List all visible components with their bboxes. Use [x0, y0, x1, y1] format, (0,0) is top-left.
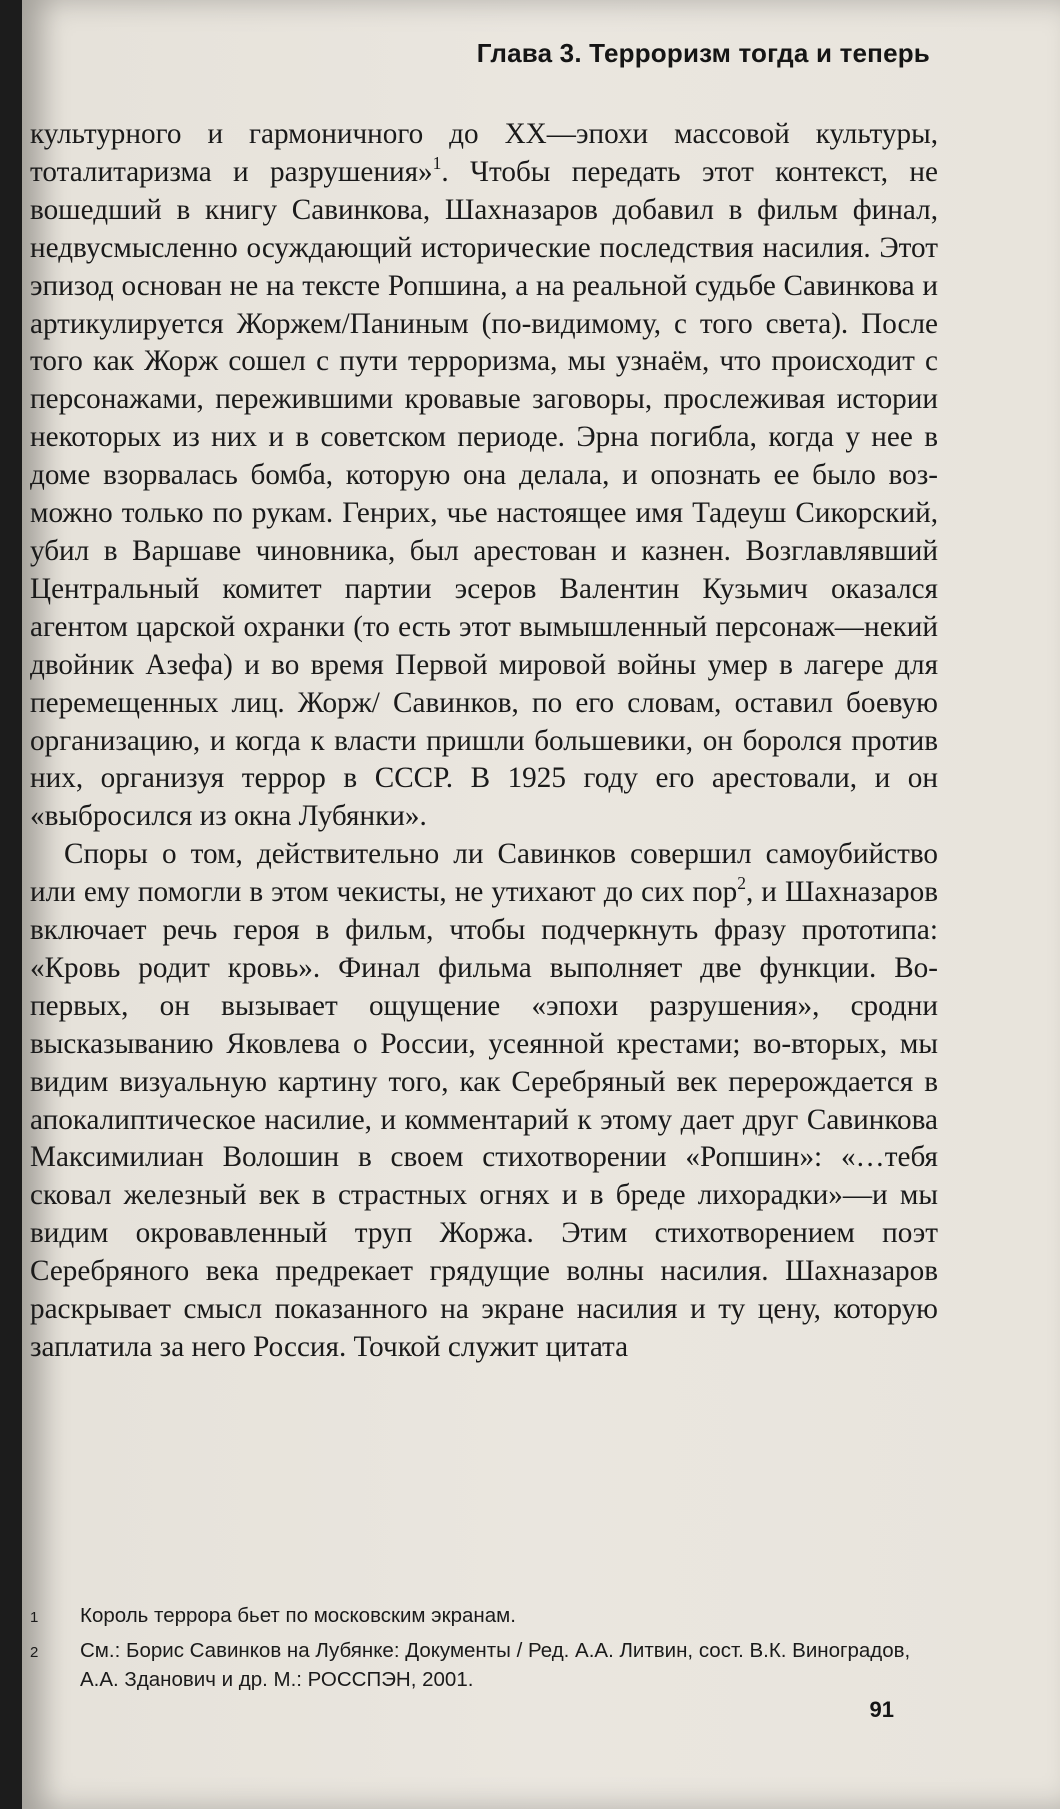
footnote-ref-1[interactable]: 1 — [432, 152, 442, 173]
book-page — [22, 0, 1060, 1809]
footnote-1 — [30, 1601, 938, 1632]
footnotes — [30, 1601, 938, 1698]
footnote-2 — [30, 1636, 938, 1694]
paragraph-1 — [30, 116, 938, 836]
running-head: Глава 3. Терроризм тогда и теперь — [476, 38, 930, 68]
paragraph-1-text-after: . Чтобы передать этот контекст, не вошедший в книгу Савинкова, Шахназаров добавил в фильм финал, недвусмысленно осуждающий исторические последствия насилия. Этот эпизод основан не на тексте Ропшина, а на реальной судьбе Савинкова и артикулируется Жоржем/Паниным (по-видимому, с того света). После того как Жорж сошел с пути терроризма, мы узнаём, что происходит с персонажами, пережившими кровавые заговоры, прослеживая истории некоторых из них и в советском периоде. Эрна погибла, когда у нее в доме взорвалась бомба, которую она делала, и опознать ее было возможно только по рукам. Генрих, чье настоящее имя Тадеуш Сикорский, убил в Варшаве чиновника, был арестован и казнен. Возглавлявший Центральный комитет партии эсеров Валентин Кузьмич оказался агентом царской охранки (то есть этот вымышленный персонаж—некий двойник Азефа) и во время Первой мировой войны умер в лагере для перемещенных лиц. Жорж/ Савинков, по его словам, оставил боевую организацию, и когда к власти пришли большевики, он боролся против них, организуя террор в СССР. В 1925 году его арестовали, и он «выбросился из окна Лубянки». — [30, 155, 938, 833]
paragraph-2-text-before: Споры о том, действительно ли Савинков совершил самоубийство или ему помогли в этом чекисты, не утихают до сих пор — [30, 838, 938, 909]
footnote-text: Король террора бьет по московским экранам. — [80, 1604, 516, 1627]
footnote-ref-2[interactable]: 2 — [737, 872, 746, 893]
footnote-text: См.: Борис Савинков на Лубянке: Документы / Ред. А.А. Литвин, сост. В.К. Виноградов, А.А. Зданович и др. М.: РОССПЭН, 2001. — [80, 1639, 911, 1691]
paragraph-2 — [30, 836, 938, 1367]
main-text — [30, 116, 938, 1367]
paragraph-2-text-after: , и Шахназаров включает речь героя в фильм, чтобы подчеркнуть фразу прототипа: «Кровь родит кровь». Финал фильма выполняет две функции. Во-первых, он вызывает ощущение «эпохи разрушения», сродни высказыванию Яковлева о России, усеянной крестами; во-вторых, мы видим визуальную картину того, как Серебряный век перерождается в апокалиптическое насилие, и комментарий к этому дает друг Савинкова Максимилиан Волошин в своем стихотворении «Ропшин»: «…тебя сковал железный век в страстных огнях и в бреде лихорадки»—и мы видим окровавленный труп Жоржа. Этим стихотворением поэт Серебряного века предрекает грядущие волны насилия. Шахназаров раскрывает смысл показанного на экране насилия и ту цену, которую заплатила за него Россия. Точкой служит цитата — [30, 876, 938, 1363]
footnote-number: 1 — [30, 1609, 39, 1626]
page-number: 91 — [869, 1697, 894, 1722]
paragraph-1-text-before: культурного и гармоничного до XX—эпохи массовой культуры, тоталитаризма и разрушения» — [30, 118, 938, 188]
footnote-number: 2 — [30, 1644, 39, 1661]
